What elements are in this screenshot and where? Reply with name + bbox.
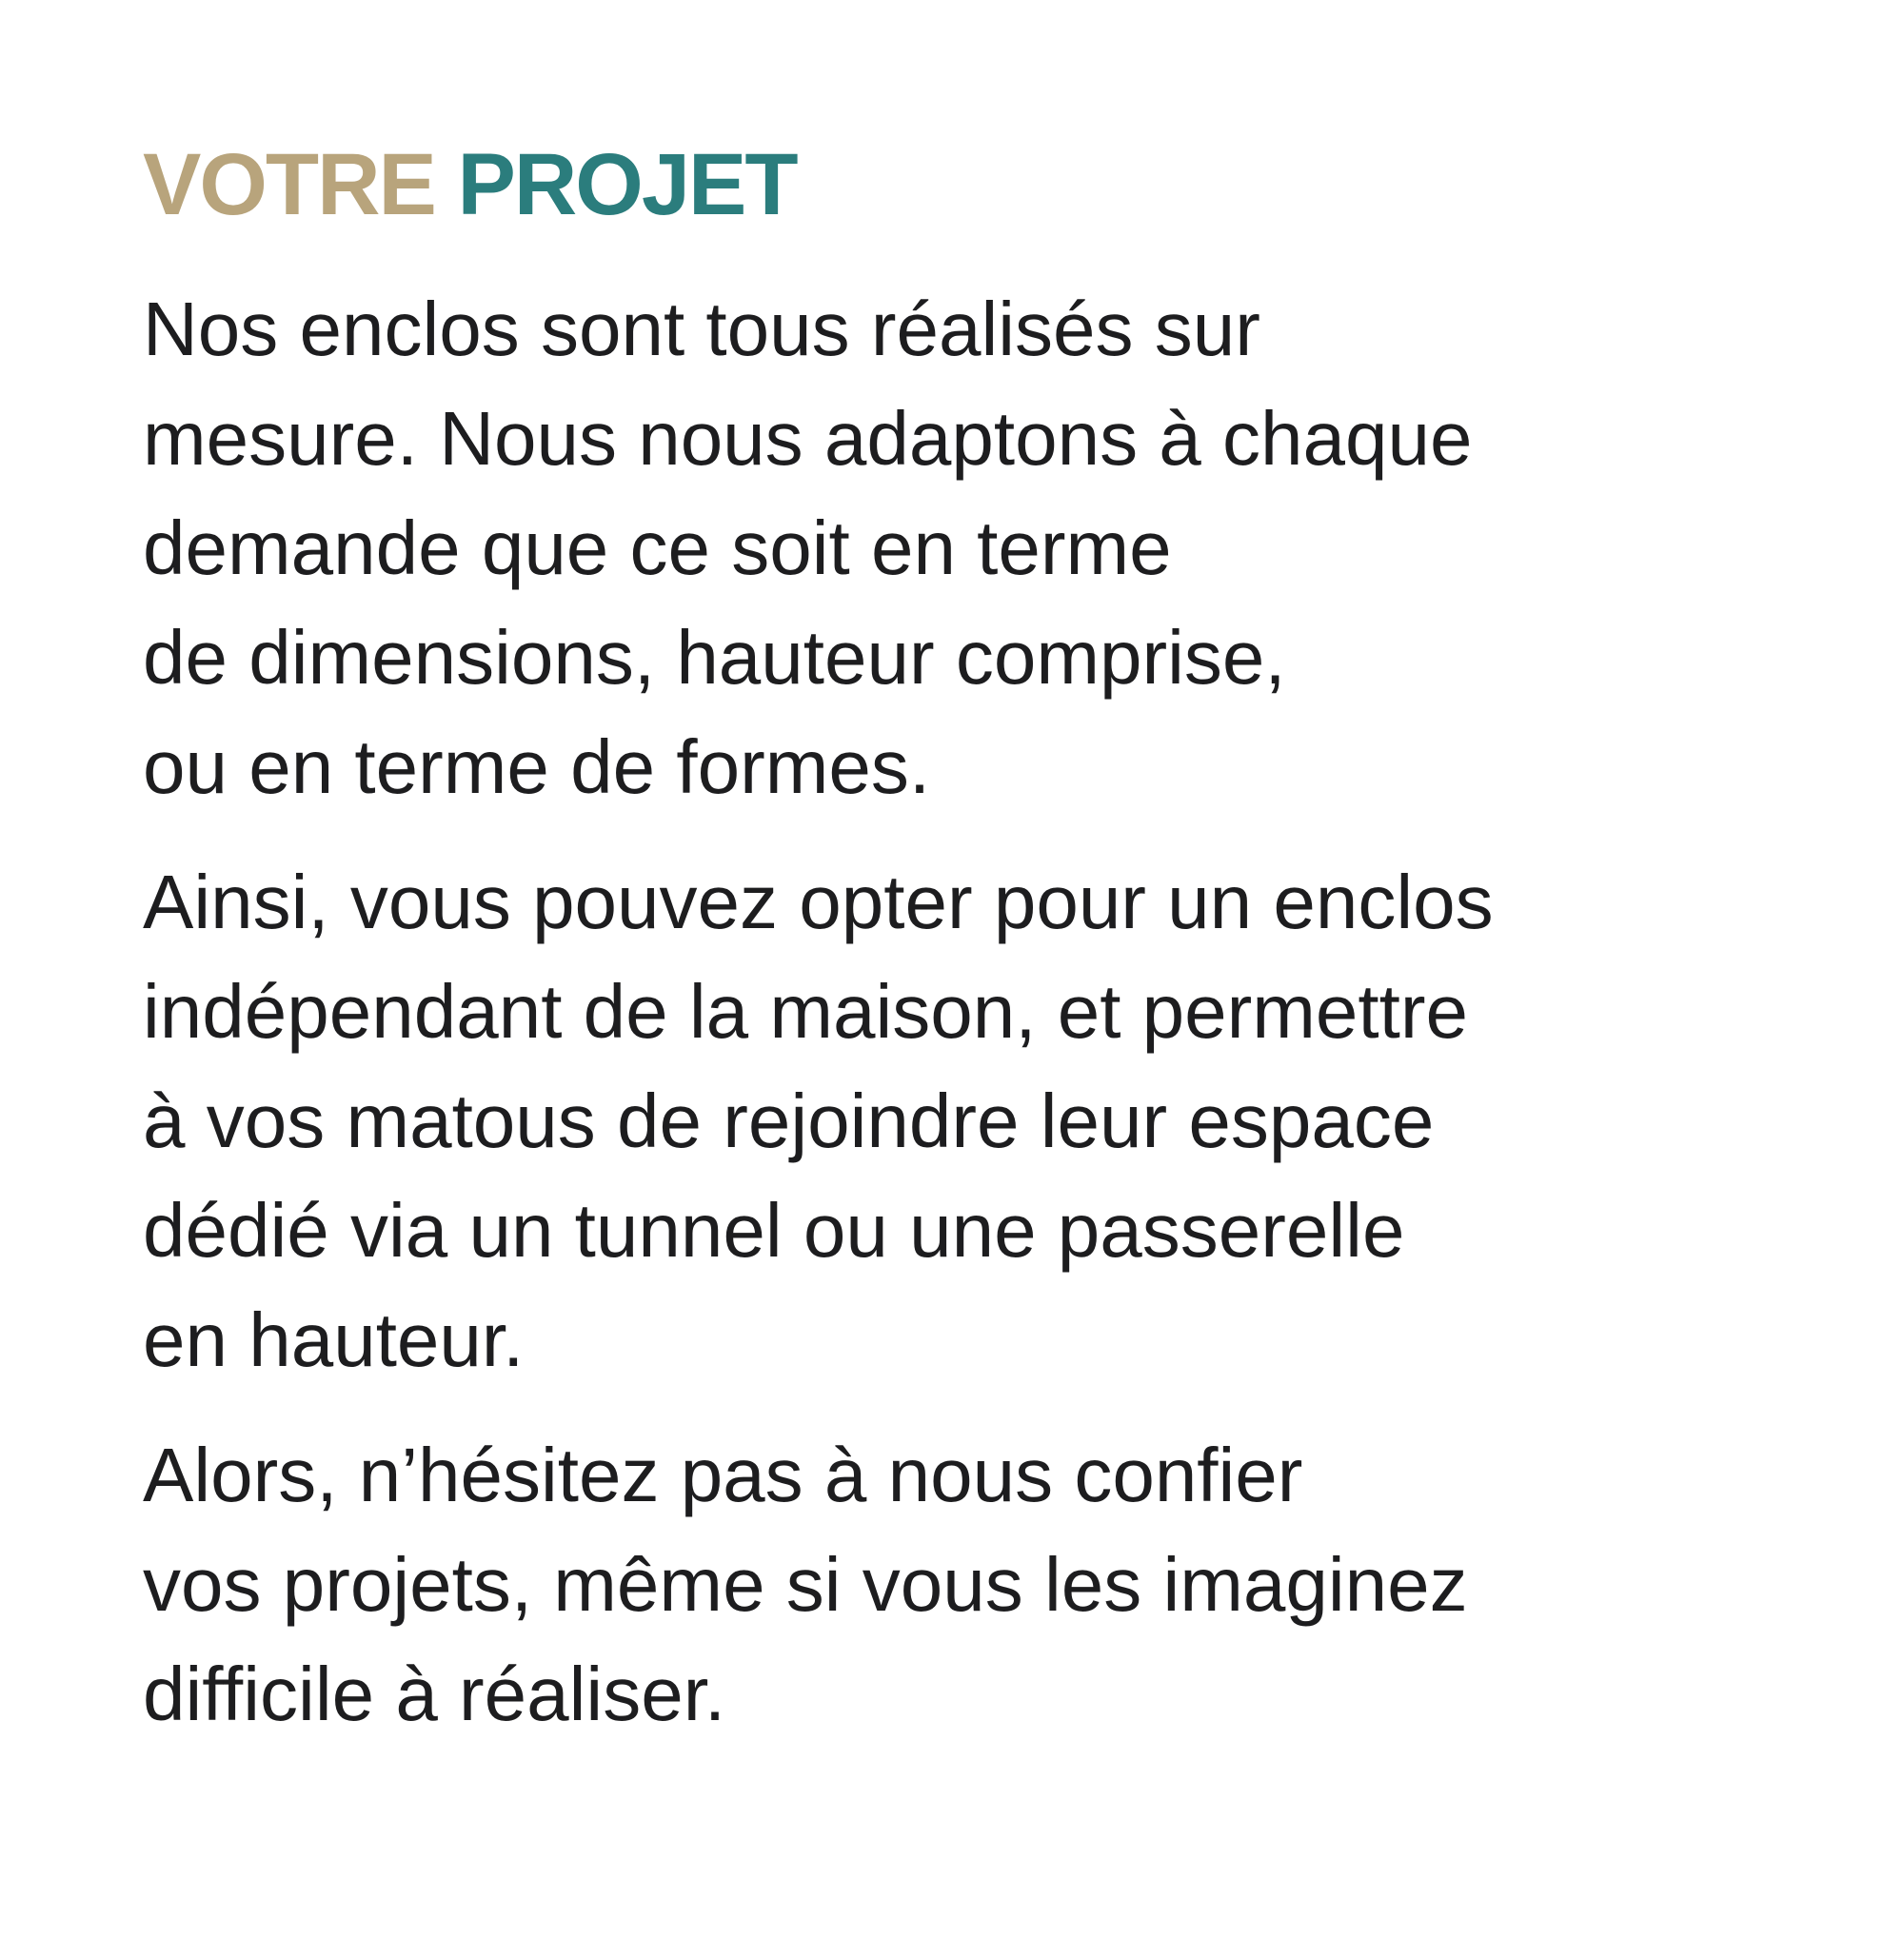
page-title <box>143 136 797 233</box>
paragraph-line: en hauteur. <box>143 1297 525 1382</box>
paragraph-line: dédié via un tunnel ou une passerelle <box>143 1188 1405 1273</box>
paragraph-line: demande que ce soit en terme <box>143 505 1172 590</box>
paragraph-1 <box>143 274 1837 821</box>
paragraph-line: mesure. Nous nous adaptons à chaque <box>143 396 1473 481</box>
paragraph-line: difficile à réaliser. <box>143 1652 726 1736</box>
paragraph-line: de dimensions, hauteur comprise, <box>143 615 1286 700</box>
paragraph-3 <box>143 1420 1837 1749</box>
paragraph-line: Nos enclos sont tous réalisés sur <box>143 287 1260 371</box>
paragraph-line: à vos matous de rejoindre leur espace <box>143 1078 1435 1163</box>
title-word-projet: PROJET <box>457 136 797 233</box>
paragraph-line: vos projets, même si vous les imaginez <box>143 1542 1468 1627</box>
title-word-votre: VOTRE <box>143 136 435 233</box>
paragraph-line: indépendant de la maison, et permettre <box>143 969 1468 1054</box>
paragraph-line: Ainsi, vous pouvez opter pour un enclos <box>143 860 1494 944</box>
paragraph-line: ou en terme de formes. <box>143 724 931 809</box>
paragraph-line: Alors, n’hésitez pas à nous confier <box>143 1433 1303 1517</box>
body-text <box>143 274 1837 1774</box>
paragraph-2 <box>143 847 1837 1395</box>
